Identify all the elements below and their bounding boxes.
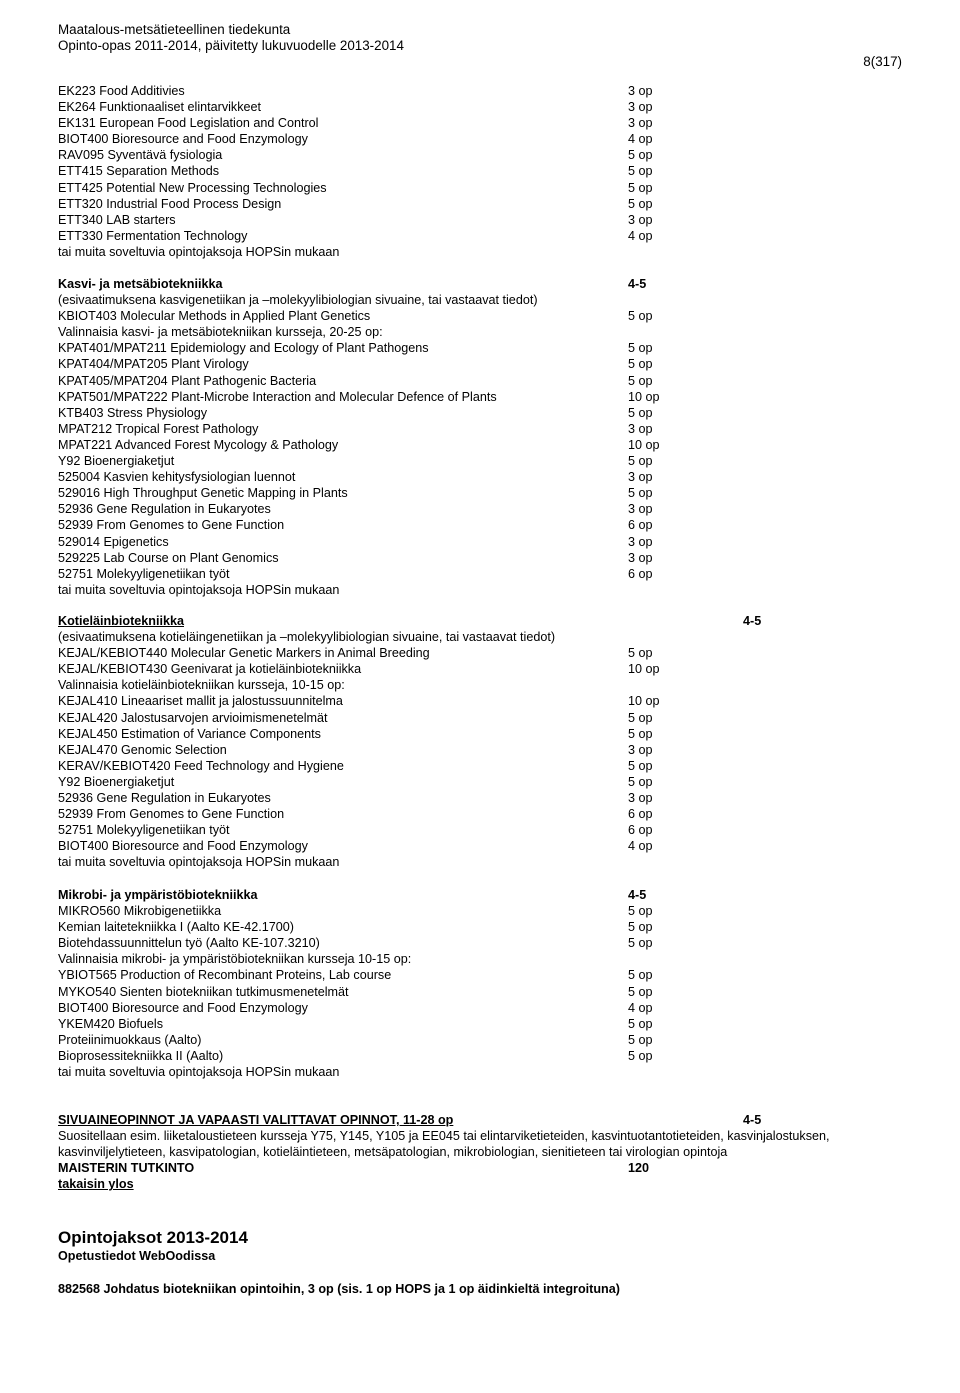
- course-credits: 4 op: [628, 132, 653, 147]
- course-row: [58, 822, 818, 838]
- course-name: ETT340 LAB starters: [58, 212, 176, 227]
- note-row: [58, 292, 818, 308]
- course-credits: 5 op: [628, 936, 653, 951]
- course-name: KBIOT403 Molecular Methods in Applied Plant Genetics: [58, 309, 371, 324]
- course-row: [58, 389, 818, 405]
- course-row: [58, 437, 818, 453]
- course-row: [58, 115, 818, 131]
- back-to-top-link[interactable]: takaisin ylos: [58, 1177, 134, 1192]
- course-credits: 5 op: [628, 148, 653, 163]
- section-heading: [58, 1112, 918, 1128]
- course-credits: 5 op: [628, 758, 653, 773]
- course-credits: 5 op: [628, 726, 653, 741]
- course-row: [58, 99, 818, 115]
- course-name: 525004 Kasvien kehitysfysiologian luennot: [58, 470, 296, 485]
- course-row: [58, 566, 818, 582]
- note-row: [58, 1064, 818, 1080]
- recommendation-text: Suositellaan esim. liiketaloustieteen kursseja Y75, Y145, Y105 ja EE045 tai elintarviketieteiden, kasvintuotantotieteiden, kasvinjalostuksen, kasvinviljelytieteen, kasvipatologian, kotieläintieteen, metsäpatologian, mikrobiologian, sienitieteen tai virologian opintoja: [58, 1129, 830, 1160]
- course-name: BIOT400 Bioresource and Food Enzymology: [58, 1000, 308, 1015]
- course-credits: 5 op: [628, 405, 653, 420]
- course-name: KERAV/KEBIOT420 Feed Technology and Hygiene: [58, 758, 344, 773]
- course-name: EK264 Funktionaaliset elintarvikkeet: [58, 100, 262, 115]
- course-credits: 6 op: [628, 807, 653, 822]
- course-row: [58, 645, 818, 661]
- course-credits: 3 op: [628, 116, 653, 131]
- course-credits: 3 op: [628, 212, 653, 227]
- course-row: [58, 147, 818, 163]
- course-row: [58, 984, 818, 1000]
- course-name: tai muita soveltuvia opintojaksoja HOPSin mukaan: [58, 1065, 340, 1080]
- course-credits: 6 op: [628, 823, 653, 838]
- course-row: [58, 758, 818, 774]
- course-credits: 4 op: [628, 1000, 653, 1015]
- course-credits: 3 op: [628, 550, 653, 565]
- course-name: Y92 Bioenergiaketjut: [58, 454, 175, 469]
- course-name: KEJAL/KEBIOT430 Geenivarat ja kotieläinbiotekniikka: [58, 662, 362, 677]
- course-name: ETT415 Separation Methods: [58, 164, 220, 179]
- course-name: Biotehdassuunnittelun työ (Aalto KE-107.3210): [58, 936, 320, 951]
- course-name: BIOT400 Bioresource and Food Enzymology: [58, 132, 308, 147]
- course-name: 529225 Lab Course on Plant Genomics: [58, 550, 279, 565]
- note-row: [58, 324, 818, 340]
- course-row: [58, 710, 818, 726]
- course-name: KEJAL410 Lineaariset mallit ja jalostussuunnitelma: [58, 694, 343, 709]
- kasvi-section: [58, 276, 818, 598]
- course-name: Kemian laitetekniikka I (Aalto KE-42.1700): [58, 920, 294, 935]
- section-heading: [58, 613, 818, 629]
- course-credits: 5 op: [628, 920, 653, 935]
- course-name: KEJAL470 Genomic Selection: [58, 742, 227, 757]
- course-row: [58, 742, 818, 758]
- course-name: MYKO540 Sienten biotekniikan tutkimusmenetelmät: [58, 984, 349, 999]
- note-row: [58, 244, 818, 260]
- course-row: [58, 501, 818, 517]
- course-credits: 5 op: [628, 341, 653, 356]
- weboodi-subheading: Opetustiedot WebOodissa: [58, 1249, 216, 1263]
- masters-total-row: [58, 1160, 918, 1176]
- course-credits: 5 op: [628, 373, 653, 388]
- course-name: Valinnaisia mikrobi- ja ympäristöbiotekniikan kursseja 10-15 op:: [58, 952, 412, 967]
- course-name: KTB403 Stress Physiology: [58, 405, 208, 420]
- course-credits: 5 op: [628, 968, 653, 983]
- masters-value: 120: [628, 1161, 650, 1176]
- course-row: [58, 228, 818, 244]
- course-credits: 6 op: [628, 518, 653, 533]
- course-row: [58, 1048, 818, 1064]
- course-name: YKEM420 Biofuels: [58, 1016, 164, 1031]
- course-name: Y92 Bioenergiaketjut: [58, 774, 175, 789]
- course-credits: 5 op: [628, 710, 653, 725]
- course-name: MPAT221 Advanced Forest Mycology & Pathology: [58, 437, 339, 452]
- course-name: KPAT501/MPAT222 Plant-Microbe Interaction and Molecular Defence of Plants: [58, 389, 497, 404]
- course-name: tai muita soveltuvia opintojaksoja HOPSin mukaan: [58, 855, 340, 870]
- course-name: KPAT404/MPAT205 Plant Virology: [58, 357, 249, 372]
- section-range: 4-5: [628, 888, 647, 902]
- course-credits: 3 op: [628, 421, 653, 436]
- course-credits: 3 op: [628, 100, 653, 115]
- course-name: KPAT405/MPAT204 Plant Pathogenic Bacteria: [58, 373, 317, 388]
- course-credits: 5 op: [628, 1016, 653, 1031]
- course-row: [58, 485, 818, 501]
- course-row: [58, 196, 818, 212]
- course-credits: 3 op: [628, 470, 653, 485]
- course-credits: 3 op: [628, 502, 653, 517]
- section-title: Kotieläinbiotekniikka: [58, 614, 184, 628]
- course-row: [58, 1032, 818, 1048]
- course-row: [58, 453, 818, 469]
- course-name: ETT425 Potential New Processing Technologies: [58, 180, 327, 195]
- course-credits: 5 op: [628, 180, 653, 195]
- section-range: 4-5: [628, 277, 647, 291]
- course-credits: 4 op: [628, 228, 653, 243]
- course-name: 52751 Molekyyligenetiikan työt: [58, 823, 230, 838]
- course-entry: 882568 Johdatus biotekniikan opintoihin, 3 op (sis. 1 op HOPS ja 1 op äidinkieltä integroituna): [58, 1282, 620, 1296]
- course-name: 52939 From Genomes to Gene Function: [58, 518, 285, 533]
- course-name: MIKRO560 Mikrobigenetiikka: [58, 904, 222, 919]
- section-title: SIVUAINEOPINNOT JA VAPAASTI VALITTAVAT OPINNOT, 11-28 op: [58, 1113, 454, 1127]
- course-credits: 5 op: [628, 357, 653, 372]
- course-row: [58, 469, 818, 485]
- guide-title: Opinto-opas 2011-2014, päivitetty lukuvuodelle 2013-2014: [58, 38, 404, 53]
- course-credits: 5 op: [628, 1048, 653, 1063]
- course-row: [58, 774, 818, 790]
- course-name: RAV095 Syventävä fysiologia: [58, 148, 223, 163]
- course-row: [58, 903, 818, 919]
- course-name: EK223 Food Additivies: [58, 84, 185, 98]
- course-units-heading: Opintojaksot 2013-2014: [58, 1228, 248, 1247]
- note-row: [58, 677, 818, 693]
- course-name: (esivaatimuksena kasvigenetiikan ja –molekyylibiologian sivuaine, tai vastaavat tiedot): [58, 293, 538, 308]
- course-name: (esivaatimuksena kotieläingenetiikan ja –molekyylibiologian sivuaine, tai vastaavat tiedot): [58, 630, 556, 645]
- course-name: MPAT212 Tropical Forest Pathology: [58, 421, 259, 436]
- note-row: [58, 854, 818, 870]
- section-range: 4-5: [743, 614, 762, 628]
- course-credits: 5 op: [628, 196, 653, 211]
- course-row: [58, 693, 818, 709]
- course-credits: 4 op: [628, 839, 653, 854]
- course-name: 529016 High Throughput Genetic Mapping in Plants: [58, 486, 348, 501]
- note-row: [58, 582, 818, 598]
- course-row: [58, 806, 818, 822]
- course-credits: 10 op: [628, 437, 660, 452]
- course-name: KEJAL420 Jalostusarvojen arvioimismenetelmät: [58, 710, 328, 725]
- course-name: YBIOT565 Production of Recombinant Proteins, Lab course: [58, 968, 392, 983]
- course-row: [58, 517, 818, 533]
- course-name: Valinnaisia kotieläinbiotekniikan kursseja, 10-15 op:: [58, 678, 345, 693]
- course-credits: 10 op: [628, 389, 660, 404]
- course-row: [58, 661, 818, 677]
- course-name: Valinnaisia kasvi- ja metsäbiotekniikan kursseja, 20-25 op:: [58, 325, 383, 340]
- course-row: [58, 919, 818, 935]
- course-name: KEJAL/KEBIOT440 Molecular Genetic Markers in Animal Breeding: [58, 646, 430, 661]
- course-credits: 6 op: [628, 566, 653, 581]
- course-name: tai muita soveltuvia opintojaksoja HOPSin mukaan: [58, 244, 340, 259]
- course-row: [58, 212, 818, 228]
- course-row: [58, 838, 818, 854]
- course-name: Bioprosessitekniikka II (Aalto): [58, 1048, 224, 1063]
- faculty-name: Maatalous-metsätieteellinen tiedekunta: [58, 22, 291, 37]
- course-row: [58, 726, 818, 742]
- course-name: 52939 From Genomes to Gene Function: [58, 807, 285, 822]
- course-row: [58, 550, 818, 566]
- course-credits: 5 op: [628, 309, 653, 324]
- course-name: tai muita soveltuvia opintojaksoja HOPSin mukaan: [58, 582, 340, 597]
- course-row: [58, 534, 818, 550]
- course-row: [58, 935, 818, 951]
- course-row: [58, 131, 818, 147]
- course-list: [58, 903, 818, 1080]
- course-row: [58, 1000, 818, 1016]
- back-link-row: [58, 1176, 918, 1192]
- course-row: [58, 83, 818, 99]
- course-row: [58, 1016, 818, 1032]
- course-row: [58, 356, 818, 372]
- section-title: Kasvi- ja metsäbiotekniikka: [58, 277, 223, 291]
- course-credits: 5 op: [628, 486, 653, 501]
- course-name: BIOT400 Bioresource and Food Enzymology: [58, 839, 308, 854]
- course-row: [58, 180, 818, 196]
- course-credits: 10 op: [628, 662, 660, 677]
- course-name: ETT330 Fermentation Technology: [58, 228, 248, 243]
- course-row: [58, 373, 818, 389]
- course-credits: 5 op: [628, 164, 653, 179]
- mikrobi-section: [58, 887, 818, 1080]
- course-row: [58, 421, 818, 437]
- course-credits: 5 op: [628, 1032, 653, 1047]
- course-credits: 5 op: [628, 904, 653, 919]
- course-name: 529014 Epigenetics: [58, 534, 169, 549]
- course-name: ETT320 Industrial Food Process Design: [58, 196, 282, 211]
- course-credits: 5 op: [628, 774, 653, 789]
- course-credits: 5 op: [628, 646, 653, 661]
- course-credits: 3 op: [628, 84, 653, 98]
- course-credits: 3 op: [628, 791, 653, 806]
- course-name: EK131 European Food Legislation and Control: [58, 116, 319, 131]
- section-heading: [58, 887, 818, 903]
- section-range: 4-5: [743, 1113, 762, 1127]
- course-name: 52936 Gene Regulation in Eukaryotes: [58, 791, 271, 806]
- kotielain-section: [58, 613, 818, 871]
- course-units-section: [58, 1228, 918, 1297]
- course-name: Proteiinimuokkaus (Aalto): [58, 1032, 202, 1047]
- course-list: [58, 629, 818, 870]
- course-row: [58, 967, 818, 983]
- course-name: KEJAL450 Estimation of Variance Components: [58, 726, 321, 741]
- course-credits: 5 op: [628, 454, 653, 469]
- page-number: 8(317): [863, 54, 902, 69]
- masters-label: MAISTERIN TUTKINTO: [58, 1161, 195, 1176]
- course-name: 52751 Molekyyligenetiikan työt: [58, 566, 230, 581]
- course-row: [58, 405, 818, 421]
- course-credits: 3 op: [628, 534, 653, 549]
- course-name: 52936 Gene Regulation in Eukaryotes: [58, 502, 271, 517]
- course-name: KPAT401/MPAT211 Epidemiology and Ecology of Plant Pathogens: [58, 341, 429, 356]
- course-row: [58, 340, 818, 356]
- course-row: [58, 790, 818, 806]
- food-course-list: [58, 83, 818, 260]
- course-credits: 5 op: [628, 984, 653, 999]
- course-credits: 10 op: [628, 694, 660, 709]
- note-row: [58, 629, 818, 645]
- note-row: [58, 951, 818, 967]
- course-row: [58, 163, 818, 179]
- sivuaine-section: [58, 1112, 918, 1192]
- course-credits: 3 op: [628, 742, 653, 757]
- course-row: [58, 308, 818, 324]
- section-heading: [58, 276, 818, 292]
- course-list: [58, 292, 818, 598]
- section-title: Mikrobi- ja ympäristöbiotekniikka: [58, 888, 258, 902]
